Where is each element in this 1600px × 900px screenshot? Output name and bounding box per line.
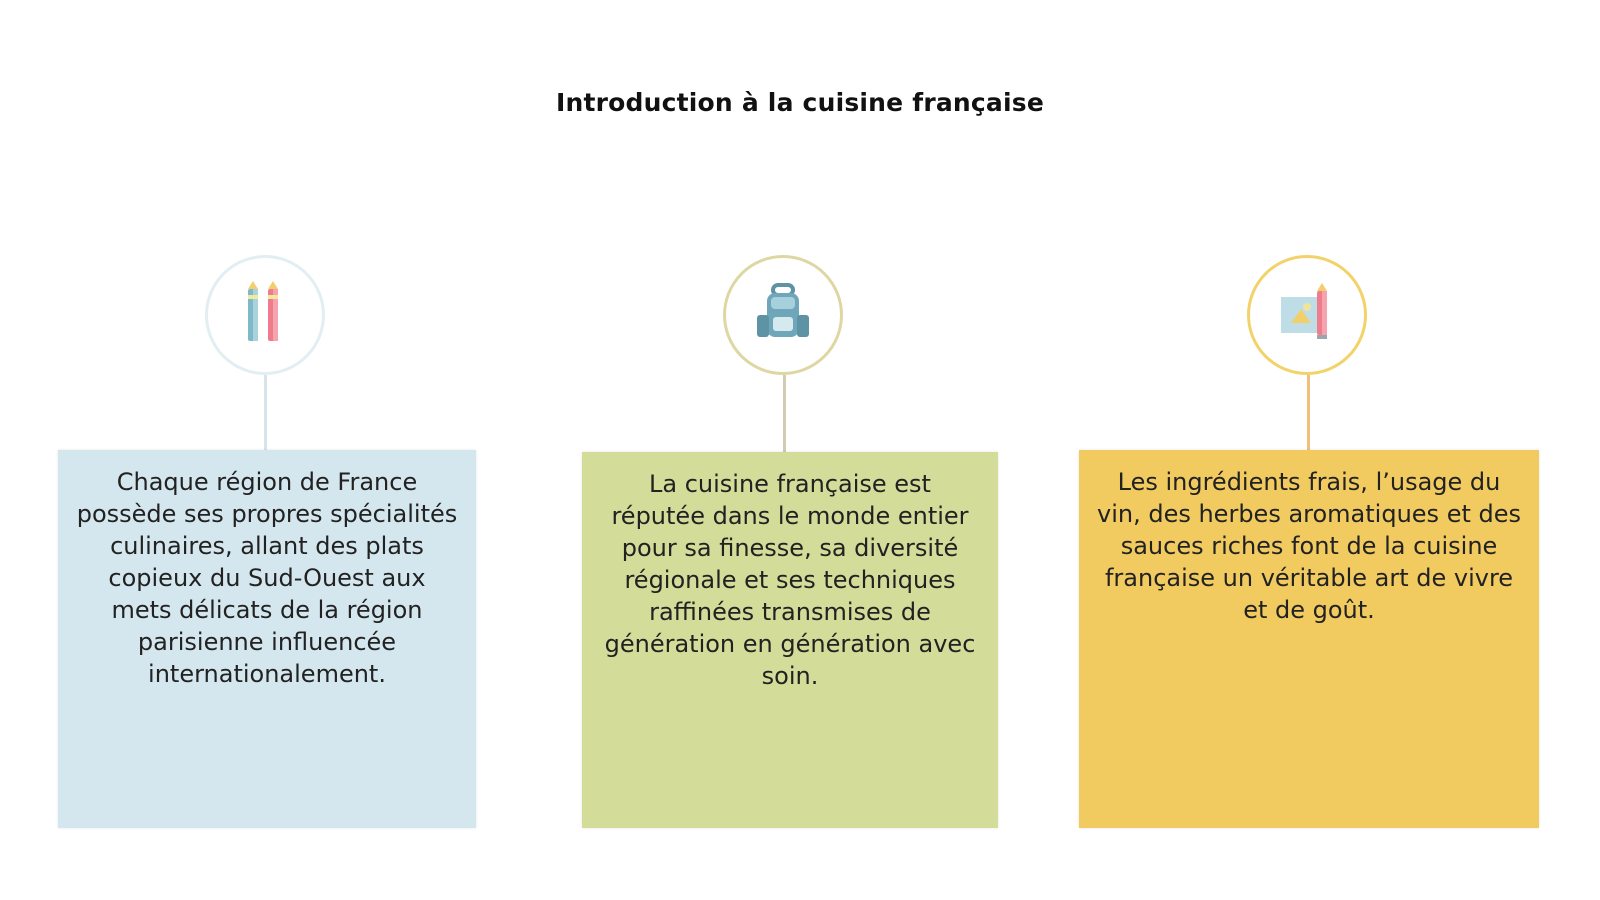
- info-card-2: La cuisine française est réputée dans le monde entier pour sa finesse, sa diversité régionale et ses techniques raffinées transmises de génération en génération avec soin.: [582, 452, 998, 828]
- info-card-1: Chaque région de France possède ses propres spécialités culinaires, allant des plats copieux du Sud-Ouest aux mets délicats de la région parisienne influencée internationalement.: [58, 450, 476, 828]
- connector-line-2: [783, 375, 786, 452]
- connector-line-1: [264, 375, 267, 450]
- info-card-3: Les ingrédients frais, l’usage du vin, des herbes aromatiques et des sauces riches font de la cuisine française un véritable art de vivre et de goût.: [1079, 450, 1539, 828]
- icon-circle-1: [205, 255, 325, 375]
- icon-circle-2: [723, 255, 843, 375]
- icon-circle-3: [1247, 255, 1367, 375]
- pencils-icon: [239, 281, 291, 349]
- connector-line-3: [1307, 375, 1310, 450]
- page-title: Introduction à la cuisine française: [555, 88, 1045, 117]
- backpack-icon: [753, 283, 813, 347]
- drawing-board-icon: [1277, 283, 1337, 347]
